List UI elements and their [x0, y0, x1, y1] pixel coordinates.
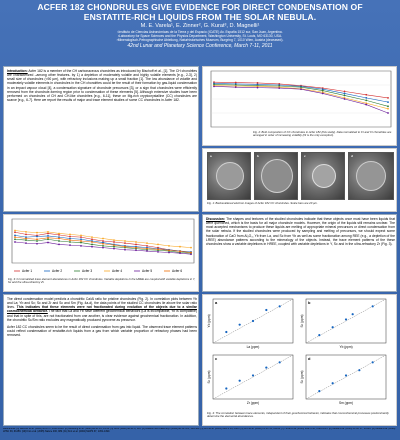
figure-3-panel — [3, 214, 199, 292]
fig3-data-point — [135, 241, 137, 243]
chondrule-image-d — [348, 152, 394, 200]
fig2-data-point — [387, 108, 389, 110]
fig3-data-point — [69, 238, 71, 240]
fig2-data-point — [257, 87, 259, 89]
fig4-x-axis-label: Yb (ppm) — [339, 345, 353, 349]
fig3-data-point — [135, 244, 137, 246]
fig4-data-point — [265, 366, 267, 368]
chondrule-d — [356, 161, 386, 191]
discussion-body: The shapes and textures of the studied chondrules indicate that these objects once must have been liquids that were quenched, which is the basis for all major chondrule models. However, the origin of the liquids still remains unclear. The most accepted mechanisms to produce these liquids are melting of appropriate mineral precursors or direct condensation from the solar nebula. If the studied chondrules were produced by sampling and melting of precursors, we should expect some fractionation of CaO from Al₂O₃, Yb from La, and Sc from Yb as well as some fractionation among REE (e.g., a depletion of the LREE) abundance patterns according to the mineralogy of the objects. Instead, the trace element patterns of the these chondrules show a variable depletions in HREE, coupled with variable depletions in Y, Sc and in the ultra-refractory Zr (Fig. 3). — [206, 217, 395, 246]
model-panel — [3, 294, 199, 426]
affiliation-3: ³Mineralogisch-Petrographische Abteilung, Naturhistorisches Museum, Burgring 7, 1010 Wien, Austria (deceased). — [116, 38, 284, 43]
fig3-legend-label: Acfer 6 — [172, 269, 183, 274]
fig3-data-point — [168, 252, 170, 254]
affiliation-1: ¹Instituto de Ciencias Astronómicas de la Tierra y del Espacio (ICATE) Av. España 1512 sur, San Juan, Argentina. — [117, 30, 283, 34]
fig3-data-point — [36, 243, 38, 245]
figure-3-caption: Fig. 3: CI-normalized trace element abundances in Acfer 182 CC chondrules. Variable depletions in the HREE are coupled with variable depletions in Y, Sc and the ultra-refractory Zr. — [8, 278, 196, 285]
model-paragraph-1: The direct condensation model predicts a chondritic Ca/Al ratio for pristine chondrules (Fig. 2). In correlation plots between Yb and La; Yb and Sc; Sc and Zr and Sc and Sm (Fig. 4a-d), the data points of the studied CC chondrules lie above the solar ratio lines. — [7, 297, 197, 310]
fig3-data-point — [14, 231, 16, 233]
fig2-data-point — [365, 97, 367, 99]
fig3-data-point — [25, 239, 27, 241]
fig3-legend-label: Acfer 2 — [52, 269, 63, 274]
fig2-data-point — [344, 93, 346, 95]
chondrule-c — [312, 164, 336, 188]
fig4-panel-label: c — [215, 356, 218, 361]
fig4-y-axis-label: Sc (ppm) — [300, 314, 304, 328]
fig3-data-point — [91, 236, 93, 238]
model-key-finding: This indicates that these elements were not fractionated during evolution of the objects due to a similar cosmochemical behavior. — [7, 305, 197, 314]
fig3-data-point — [102, 247, 104, 249]
fig3-legend-label: Acfer 1 — [22, 269, 33, 274]
fig4-data-point — [372, 361, 374, 363]
fig4-data-point — [225, 387, 227, 389]
references: References: [1] Bischoff et al. (1993) GCA 57, 2631-2648. [2] Weisberg et al. (1988) EPSL 91, 19-32. [3] Scott (1988) EPSL 9, 119. [4] Wasson and Kallemeyn (1990) EPSL 101, 148-161. [5] Krot et al. (2001) MAPS 36, A105. [6] Krot et al. (2000) LPSC 31, #1439. [7] Hezel et al. (2003) MAPS 38, 1199-1215. [8] Varela et al. (2006) LPSC 37, #1486. [9] Varela et al. (2008) LPSC 39, #1459. [10] Krot et al. (2005) Nature 436, 989. [11] Krot et al. (2002) MAPS 37, 1451-1490. — [3, 428, 396, 433]
fig3-data-point — [91, 241, 93, 243]
fig4-x-axis-label: La (ppm) — [246, 345, 260, 349]
fig3-data-point — [36, 236, 38, 238]
model-paragraph-1b: The fact that La and Yb have different geochemical behaviors (La is incompatible, Yb is compatible) and that in spite of this, are not fractionated from one another, is clear evidence against geochemical fractionation. In addition, the chondritic Sc/Sm ratio excludes any magmatically produced pyroxene as precursor. — [7, 309, 197, 322]
fig3-data-point — [69, 241, 71, 243]
fig3-data-point — [69, 233, 71, 235]
fig3-data-point — [14, 234, 16, 236]
affiliation-2: ²Laboratory for Space Sciences and the Physics Department, Washington University, St. Louis, MO 63130, USA. — [117, 34, 283, 39]
fig4-panel-label: b — [308, 300, 311, 305]
poster-title-line1: ACFER 182 CHONDRULES GIVE EVIDENCE FOR DIRECT CONDENSATION OF — [37, 2, 363, 12]
fig2-data-point — [278, 87, 280, 89]
fig4-data-point — [279, 305, 281, 307]
fig4-data-point — [345, 318, 347, 320]
figure-2-panel — [202, 66, 397, 146]
fig3-data-point — [69, 244, 71, 246]
fig3-data-point — [14, 238, 16, 240]
figure-2-chart — [203, 67, 397, 133]
chondrule-a — [216, 162, 244, 190]
fig2-data-point — [387, 105, 389, 107]
fig3-data-point — [146, 242, 148, 244]
fig3-data-point — [102, 245, 104, 247]
fig3-data-point — [69, 236, 71, 238]
fig3-data-point — [80, 242, 82, 244]
fig3-data-point — [124, 246, 126, 248]
poster-header — [0, 2, 400, 50]
fig3-data-point — [25, 238, 27, 240]
model-text — [7, 297, 197, 425]
fig3-data-point — [58, 240, 60, 242]
fig2-data-point — [322, 93, 324, 95]
discussion-panel — [202, 214, 397, 292]
fig3-data-point — [80, 245, 82, 247]
discussion-heading: Discussion: — [206, 217, 225, 221]
chondrule-image-b — [254, 152, 298, 200]
fig3-data-point — [36, 232, 38, 234]
fig4-data-point — [332, 326, 334, 328]
fig3-data-point — [113, 244, 115, 246]
fig4-data-point — [252, 374, 254, 376]
introduction-body: Acfer 182 is a member of the CH carbonaceous chondrites as introduced by Bischoff et al., [1]. The CH chondrites are characterized –among other features- by 1) a depletion of moderately volatile and highly volatile elements [e.g., 2-3], 2) small size of chondrules (<90 µm), with refractory inclusions making up a small fraction [1]. The low abundance of volatile and moderately volatile elements in chondrules in the CH chondrites could be the result of their formation by gas-liquid condensation in an impact vapour cloud [4], a condensation signature of chondrule precursors [3], or a sign that chondrules were efficiently removed from the chondrule-forming region prior to condensation of these elements [5]. Although extensive studies have been performed on chondrules of CH and CH-like chondrites [e.g., 6-11], these on Mg-rich cryptocrystalline (CC) chondrules are scarce [e.g., 6-7]. Here we report the results of major and trace element studies of some CC chondrules in Acfer 182. — [7, 69, 197, 103]
fig2-data-point — [387, 97, 389, 99]
fig3-data-point — [190, 252, 192, 254]
chondrule-image-c — [301, 152, 345, 200]
fig4-data-point — [265, 309, 267, 311]
model-paragraph-2: Acfer 182 CC chondrules seem to be the result of direct condensation from gas into liquid. The observed trace element patterns could reflect condensation of enstatite-rich liquids from a gas from which variable proportion of refractory phases had been removed. — [7, 324, 197, 338]
fig3-data-point — [102, 238, 104, 240]
fig3-data-point — [113, 239, 115, 241]
fig3-data-point — [113, 241, 115, 243]
panel-label-c: c — [304, 154, 306, 158]
fig3-data-point — [190, 247, 192, 249]
fig3-data-point — [135, 247, 137, 249]
fig3-data-point — [80, 236, 82, 238]
fig2-data-point — [387, 101, 389, 103]
fig4-data-point — [318, 390, 320, 392]
fig3-data-point — [25, 231, 27, 233]
fig3-data-point — [80, 234, 82, 236]
introduction-text — [7, 69, 197, 211]
fig3-data-point — [124, 249, 126, 251]
discussion-text — [206, 217, 395, 291]
fig4-panel-label: d — [308, 356, 311, 361]
fig2-data-point — [235, 86, 237, 88]
figure-1-panel — [202, 148, 397, 212]
introduction-panel — [3, 66, 199, 212]
fig3-data-point — [190, 253, 192, 255]
fig3-data-point — [36, 238, 38, 240]
fig3-data-point — [14, 236, 16, 238]
fig3-data-point — [36, 240, 38, 242]
fig4-y-axis-label: Sc (ppm) — [207, 370, 211, 384]
fig3-data-point — [47, 237, 49, 239]
chondrule-image-a — [207, 152, 251, 200]
figure-2-caption: Fig. 2: Bulk composition of CC chondrules in Acfer 182 (this study). Data normalized to CI and CI chondrites are arranged in order of increasing volatility (Ni is the only exception). — [253, 131, 392, 138]
fig3-data-point — [168, 245, 170, 247]
fig3-data-point — [58, 238, 60, 240]
fig2-data-point — [213, 85, 215, 87]
figure-4-panel — [202, 294, 397, 426]
fig4-data-point — [318, 334, 320, 336]
fig3-data-point — [179, 250, 181, 252]
fig3-data-point — [157, 248, 159, 250]
fig3-data-point — [80, 238, 82, 240]
poster-title-line2: ENSTATITE-RICH LIQUIDS FROM THE SOLAR NEBULA. — [83, 12, 317, 22]
fig3-data-point — [113, 248, 115, 250]
fig2-data-point — [344, 95, 346, 97]
fig4-x-axis-label: Zr (ppm) — [246, 401, 260, 405]
figure-4-chart — [203, 295, 397, 411]
fig3-data-point — [146, 250, 148, 252]
fig3-legend-label: Acfer 3 — [82, 269, 93, 274]
fig4-data-point — [239, 324, 241, 326]
fig2-data-point — [322, 90, 324, 92]
fig3-data-point — [157, 251, 159, 253]
panel-label-d: d — [351, 154, 353, 158]
panel-label-b: b — [257, 154, 259, 158]
fig3-data-point — [135, 249, 137, 251]
fig3-data-point — [25, 242, 27, 244]
fig2-data-point — [344, 90, 346, 92]
fig3-data-point — [14, 241, 16, 243]
fig3-data-point — [146, 248, 148, 250]
fig3-data-point — [179, 246, 181, 248]
fig4-data-point — [279, 361, 281, 363]
fig3-data-point — [58, 244, 60, 246]
fig2-data-point — [344, 98, 346, 100]
fig4-data-point — [252, 320, 254, 322]
fig4-y-axis-label: Yb (ppm) — [207, 314, 211, 328]
fig3-data-point — [58, 233, 60, 235]
fig3-data-point — [168, 249, 170, 251]
fig2-data-point — [365, 99, 367, 101]
fig4-y-axis-label: Sc (ppm) — [300, 370, 304, 384]
fig2-data-point — [387, 112, 389, 114]
fig3-data-point — [157, 244, 159, 246]
fig4-data-point — [345, 374, 347, 376]
chondrule-b — [261, 159, 293, 193]
fig4-x-axis-label: Sm (ppm) — [339, 401, 353, 405]
fig3-data-point — [102, 240, 104, 242]
fig2-data-point — [300, 88, 302, 90]
fig3-data-point — [124, 242, 126, 244]
fig3-data-point — [25, 233, 27, 235]
fig3-legend-label: Acfer 4 — [112, 269, 123, 274]
fig3-data-point — [47, 233, 49, 235]
fig4-data-point — [358, 369, 360, 371]
fig3-data-point — [179, 252, 181, 254]
fig2-data-point — [365, 104, 367, 106]
fig2-data-point — [365, 94, 367, 96]
introduction-heading: Introduction: — [7, 69, 28, 73]
figure-1-caption: Fig. 1: Backscattered electron images of Acfer 182 CC chondrules. Scale bars are 20 µm. — [207, 202, 318, 205]
conference-name: 42nd Lunar and Planetary Science Conference, March 7-11, 2011 — [127, 43, 273, 50]
figure-4-caption: Fig. 4: The correlation between trace elements, independent of their geochemical behavior, indicates that cosmochemical processes predominantly determine the elemental abundances. — [207, 412, 389, 419]
fig3-data-point — [113, 246, 115, 248]
fig3-data-point — [91, 244, 93, 246]
fig3-data-point — [91, 238, 93, 240]
fig4-data-point — [332, 382, 334, 384]
fig4-data-point — [372, 305, 374, 307]
fig4-panel-label: a — [215, 300, 218, 305]
fig3-data-point — [146, 245, 148, 247]
fig4-data-point — [352, 313, 354, 315]
fig3-data-point — [14, 230, 16, 232]
figure-3-chart — [4, 215, 199, 277]
panel-label-a: a — [210, 154, 212, 158]
fig4-data-point — [225, 331, 227, 333]
fig3-data-point — [69, 239, 71, 241]
fig3-data-point — [80, 240, 82, 242]
fig3-data-point — [47, 231, 49, 233]
authors: M. E. Varela¹, E. Zinner², G. Kurat³, D. Magnelli¹ — [140, 23, 260, 29]
fig3-data-point — [102, 243, 104, 245]
fig3-data-point — [47, 235, 49, 237]
fig3-legend-label: Acfer 5 — [142, 269, 153, 274]
fig3-data-point — [124, 240, 126, 242]
fig3-data-point — [47, 242, 49, 244]
fig4-data-point — [239, 380, 241, 382]
fig3-data-point — [91, 246, 93, 248]
